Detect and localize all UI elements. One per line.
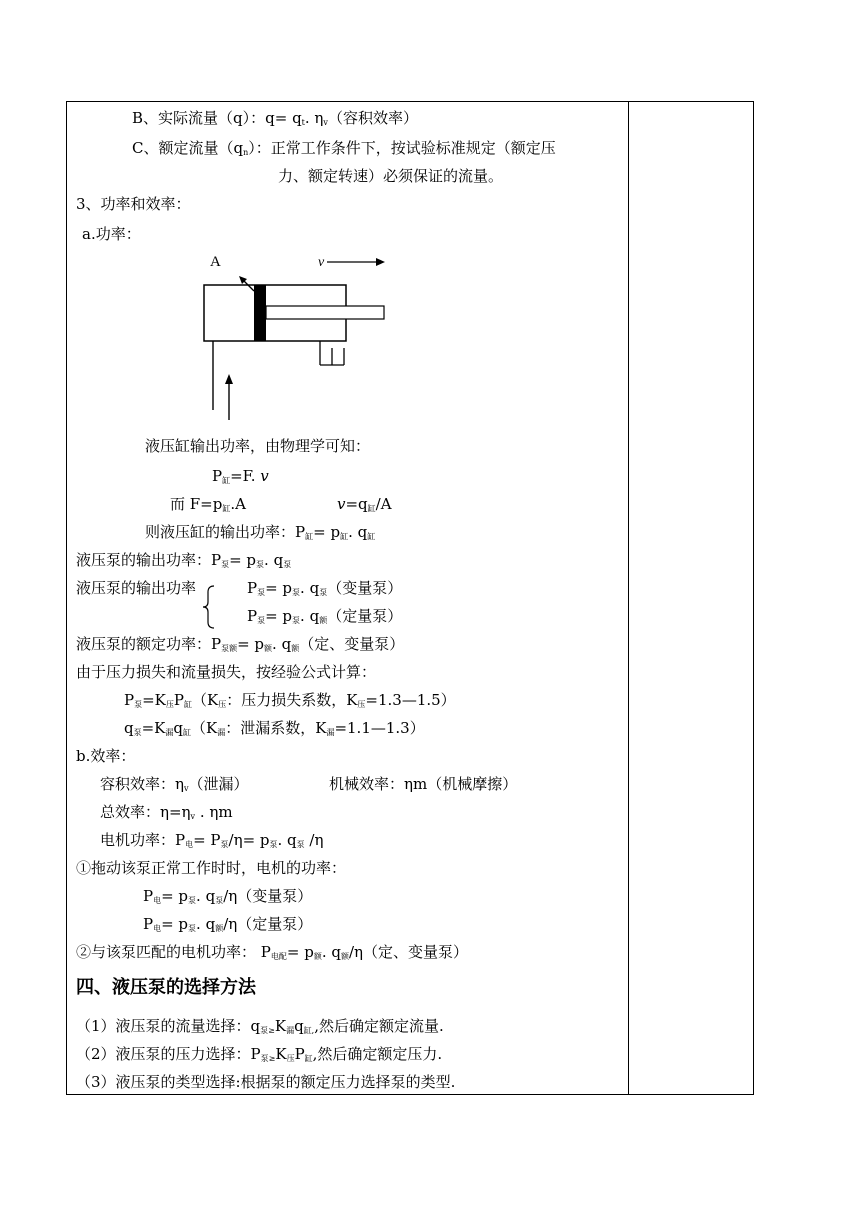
- power-subtitle: a.功率：: [82, 225, 141, 243]
- force-formula: 而 $F=p_缸.A$: [170, 495, 246, 513]
- total-efficiency: 总效率：$\eta=\eta_v$ . ηm: [100, 803, 233, 821]
- actual-flow-line: B、实际流量（q）：$q= q_t$. $\eta_v$（容积效率）: [132, 109, 418, 127]
- section-4-title: 四、液压泵的选择方法: [76, 977, 256, 998]
- diagram-label-v: v: [318, 255, 325, 270]
- leak-loss-formula: $q_泵=K_漏q_缸(K_漏$：泄漏系数，$K_漏=1.1—1.3$）: [124, 719, 425, 737]
- loss-intro: 由于压力损失和流量损失，按经验公式计算：: [76, 663, 377, 681]
- pump-rated-power: 液压泵的额定功率：$P_{泵额}= p_额$. $q_额$（定、变量泵）: [76, 635, 405, 653]
- selection-type: （3）液压泵的类型选择:根据泵的额定压力选择泵的类型.: [76, 1073, 456, 1091]
- selection-flow: （1）液压泵的流量选择：$q_{泵\ge}K_漏q_{缸,}$,然后确定额定流量.: [76, 1017, 444, 1035]
- pump-output-power-1: 液压泵的输出功率：$P_泵= p_泵$. $q_泵$: [76, 551, 292, 569]
- motor-power-item-1: ①拖动该泵正常工作时时，电机的功率：: [76, 859, 347, 877]
- motor-variable-pump: $P_电= p_泵$. $q_泵/\eta$（变量泵）: [143, 887, 313, 905]
- hydraulic-cylinder-diagram: [195, 248, 395, 423]
- pump-output-power-2: 液压泵的输出功率: [76, 579, 197, 597]
- cylinder-output-intro: 液压缸输出功率，由物理学可知：: [145, 437, 371, 455]
- cylinder-output-power: 则液压缸的输出功率：$P_缸= p_缸$. $q_缸$: [145, 523, 376, 541]
- diagram-label-a: A: [210, 254, 221, 270]
- variable-pump-formula: $P_泵= p_泵$. $q_泵$（变量泵）: [247, 579, 403, 597]
- motor-power-formula: 电机功率：$P_电= P_泵/\eta= p_泵$. $q_泵$ /η: [100, 831, 324, 849]
- selection-pressure: （2）液压泵的压力选择：$P_{泵\ge}K_压P_缸$,然后确定额定压力.: [76, 1045, 443, 1063]
- fixed-pump-formula: $P_泵= p_泵$. $q_额$（定量泵）: [247, 607, 403, 625]
- mechanical-efficiency: 机械效率：ηm（机械摩擦）: [329, 775, 518, 793]
- rated-flow-line-2: 力、额定转速）必须保证的流量。: [278, 167, 504, 185]
- rated-flow-line: C、额定流量$(q_n)$：正常工作条件下，按试验标准规定（额定压: [132, 139, 556, 157]
- velocity-formula: $v=q_缸/A$: [337, 495, 392, 513]
- motor-fixed-pump: $P_电= p_泵$. $q_额/\eta$（定量泵）: [143, 915, 313, 933]
- section-3-title: 3、功率和效率：: [76, 195, 191, 213]
- efficiency-subtitle: b.效率：: [76, 747, 136, 765]
- volumetric-efficiency: 容积效率：$\eta_v$（泄漏）: [100, 775, 249, 793]
- table-column-divider: [628, 101, 629, 1095]
- motor-power-item-2: ②与该泵匹配的电机功率： $P_{电配}= p_额$. $q_额/\eta$（定、变量泵）: [76, 943, 469, 961]
- pressure-loss-formula: $P_泵=K_压P_缸(K_压$：压力损失系数，$K_压=1.3—1.5$）: [124, 691, 456, 709]
- cylinder-power-formula: $P_缸=F$. v: [212, 467, 269, 485]
- brace-icon: [200, 584, 218, 630]
